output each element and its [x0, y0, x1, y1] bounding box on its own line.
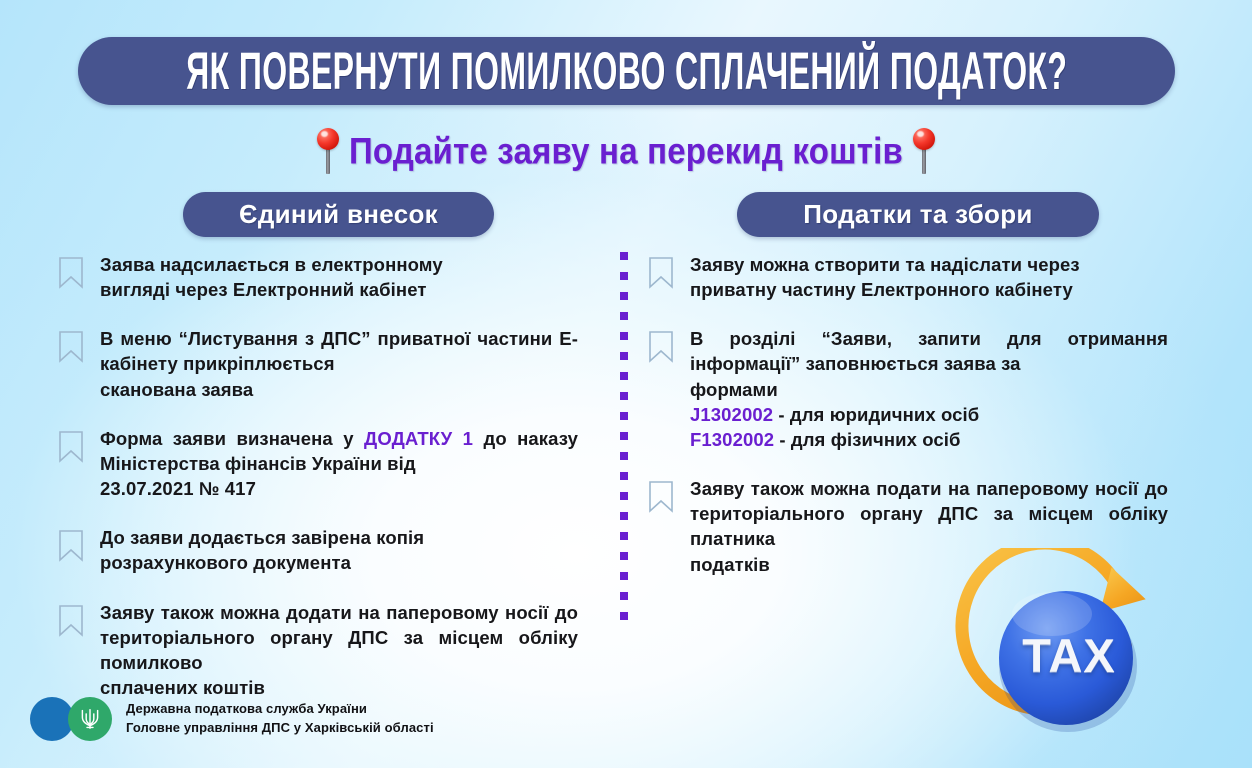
list-item-rich-suffix: до наказу Міністерства фінансів України від — [100, 427, 578, 474]
list-item-lead: В меню “Листування з ДПС” приватної частини Е-кабінету прикріплюється — [100, 328, 578, 375]
list-item-tail: приватну частину Електронного кабінету — [690, 279, 1073, 301]
list-item-text — [690, 252, 1168, 302]
list-item — [648, 252, 1168, 302]
page-title: ЯК ПОВЕРНУТИ ПОМИЛКОВО СПЛАЧЕНИЙ ПОДАТОК? — [185, 40, 1068, 100]
list-item-lead: В розділі “Заяви, запити для отримання інформації” заповнюється заява за — [690, 328, 1168, 375]
list-item-lead: Заяву також можна подати на паперовому носії до територіального органу ДПС за місцем обліку платника — [690, 478, 1168, 550]
map-pin-icon-right — [913, 128, 935, 174]
column-heading-single-contribution — [183, 192, 494, 237]
form-code-line — [690, 402, 1168, 427]
bookmark-icon — [58, 256, 84, 289]
map-pin-icon-left — [317, 128, 339, 174]
list-item-text — [100, 252, 578, 302]
left-column-list — [58, 252, 578, 700]
list-item-text — [100, 426, 578, 501]
list-item-lead: До заяви додається завірена копія — [100, 527, 425, 549]
list-item — [58, 326, 578, 401]
list-item-rich-prefix: Форма заяви визначена у — [100, 427, 365, 449]
list-item-tail: формами — [690, 378, 778, 400]
list-item-text — [100, 525, 578, 575]
list-item-text — [690, 326, 1168, 452]
form-code-physical-desc: - для фізичних осіб — [774, 428, 961, 450]
footer-line-1: Державна податкова служба України — [126, 701, 367, 717]
bookmark-icon — [648, 330, 674, 363]
list-item — [58, 600, 578, 701]
column-heading-left-label: Єдиний внесок — [239, 199, 438, 229]
form-code-juridical[interactable]: J1302002 — [690, 403, 774, 425]
list-item — [58, 252, 578, 302]
bookmark-icon — [58, 430, 84, 463]
list-item-lead: Заяву можна створити та надіслати через — [690, 254, 1080, 275]
list-item-tail: розрахункового документа — [100, 552, 352, 574]
page-title-banner — [78, 37, 1175, 105]
subtitle-row — [0, 123, 1252, 179]
form-code-juridical-desc: - для юридичних осіб — [773, 403, 980, 425]
footer-agency-text — [126, 700, 434, 738]
bookmark-icon — [58, 330, 84, 363]
bookmark-icon — [58, 529, 84, 562]
footer — [30, 697, 434, 741]
form-code-line — [690, 427, 1168, 452]
list-item-tail: сканована заява — [100, 378, 254, 400]
tax-refund-emblem — [952, 548, 1182, 763]
subtitle-text: Подайте заяву на перекид коштів — [348, 129, 903, 172]
list-item-lead: Заява надсилається в електронному — [100, 254, 443, 275]
bookmark-icon — [648, 480, 674, 513]
annex-reference-link[interactable]: ДОДАТКУ 1 — [364, 427, 474, 449]
footer-line-2: Головне управління ДПС у Харківській області — [126, 720, 434, 735]
column-heading-taxes-and-fees — [737, 192, 1099, 237]
column-divider — [620, 252, 628, 627]
list-item-tail: податків — [690, 553, 770, 575]
column-heading-right-label: Податки та збори — [803, 199, 1033, 229]
dps-trident-logo — [68, 697, 112, 741]
list-item-tail: сплачених коштів — [100, 677, 265, 699]
bookmark-icon — [58, 604, 84, 637]
bookmark-icon — [648, 256, 674, 289]
list-item — [58, 525, 578, 575]
list-item — [58, 426, 578, 501]
list-item — [648, 326, 1168, 452]
list-item-tail: 23.07.2021 № 417 — [100, 478, 256, 500]
list-item-text — [100, 326, 578, 401]
right-column-list — [648, 252, 1168, 577]
list-item-tail: вигляді через Електронний кабінет — [100, 279, 427, 301]
list-item-lead: Заяву також можна додати на паперовому носії до територіального органу ДПС за місцем обліку помилково — [100, 601, 578, 673]
form-code-physical[interactable]: F1302002 — [690, 428, 775, 450]
list-item-text — [100, 600, 578, 701]
tax-emblem-label: TAX — [1022, 629, 1116, 682]
